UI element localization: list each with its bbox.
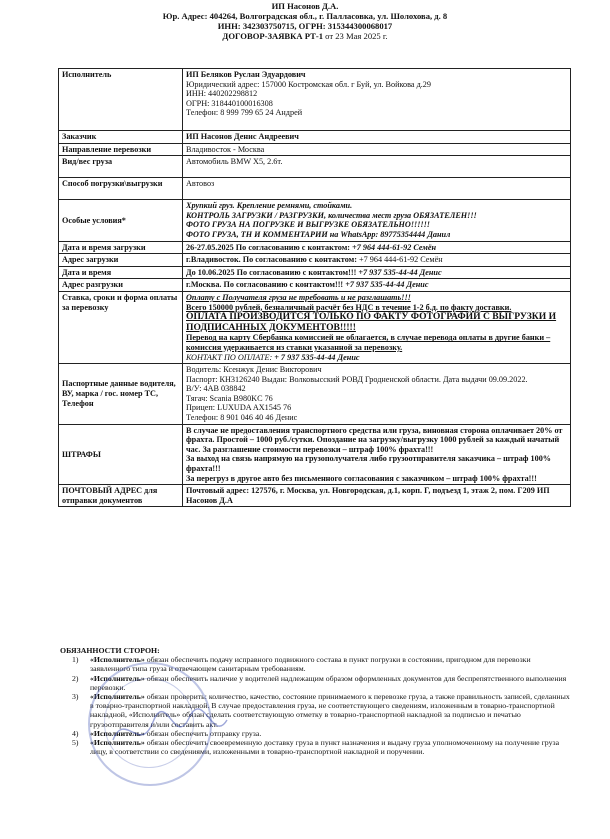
obligation-text: обязан обеспечить отправку груза. (144, 728, 262, 738)
doc-owner-title: ИП Насонов Д.А. (271, 1, 339, 11)
driver-tractor: Тягач: Scania B980KC 76 (186, 393, 273, 403)
fines-label: ШТРАФЫ (59, 424, 183, 485)
customer-value: ИП Насонов Денис Андреевич (183, 131, 571, 144)
customer-label: Заказчик (59, 131, 183, 144)
load-date-value (183, 241, 571, 254)
obligation-text: обязан проверить: количество, качество, состояние принимаемого к перевозке груза, а также правильность записей, сделанных в товарно-транспортной накладной. В случае предоставления груза, не соответствующего сведениям, изложенным в товарно-транспортной накладной, «Исполнитель» обязан сделать соответствующую отметку в товарно-транспортной накладной за подписью и печатью грузоотправителя и/или составить акт. (90, 692, 570, 729)
obligation-number: 2) (72, 673, 79, 683)
conditions-line-4: ФОТО ГРУЗА, ТН И КОММЕНТАРИИ на WhatsApp: 89775354444 Данил (186, 229, 451, 239)
obligation-party: «Исполнитель» (90, 655, 145, 665)
row-method (59, 178, 571, 200)
direction-value: Владивосток - Москва (183, 143, 571, 156)
signature-scribble (105, 700, 235, 760)
row-executor (59, 69, 571, 131)
unload-address-phone: +7 937 535-44-44 Денис (345, 280, 429, 290)
payment-line-2: Всего 150000 рублей, безналичный расчёт без НДС в течение 1-2 б.д. по факту доставки. (186, 302, 512, 312)
row-direction (59, 143, 571, 156)
executor-label: Исполнитель (59, 69, 183, 131)
obligation-party: «Исполнитель» (90, 673, 145, 683)
payment-label: Ставка, сроки и форма оплаты за перевозку (59, 291, 183, 363)
obligation-party: «Исполнитель» (90, 738, 145, 748)
conditions-line-3: ФОТО ГРУЗА НА ПОГРУЗКЕ И ВЫГРУЗКЕ ОБЯЗАТЕЛЬНО!!!!!! (186, 220, 430, 230)
driver-passport: Паспорт: КН3126240 Выдан: Волковысский РОВД Гродненской области. Дата выдачи 09.09.2022. (186, 374, 528, 384)
row-postal (59, 485, 571, 507)
method-label: Способ погрузки\выгрузки (59, 178, 183, 200)
doc-ids: ИНН: 342303750715, ОГРН: 315344300068017 (217, 21, 393, 31)
contract-table (58, 68, 571, 507)
conditions-value (183, 200, 571, 241)
payment-line-5 (186, 353, 567, 363)
driver-value (183, 364, 571, 425)
fines-value (183, 424, 571, 485)
doc-contract-line (40, 31, 570, 41)
contract-date: от 23 Мая 2025 г. (323, 31, 388, 41)
direction-label: Направление перевозки (59, 143, 183, 156)
driver-trailer: Прицеп: LUXUDA AX1545 76 (186, 403, 292, 413)
row-conditions (59, 200, 571, 241)
driver-license: В/У: 4АВ 038842 (186, 384, 246, 394)
payment-value (183, 291, 571, 363)
row-cargo (59, 156, 571, 178)
obligation-number: 5) (72, 738, 79, 748)
fines-line-3: За перегруз в другое авто без письменного согласования с заказчиком – штраф 100% фрахта!!! (186, 473, 537, 483)
load-address-value (183, 254, 571, 267)
obligation-number: 1) (72, 655, 79, 665)
row-unload-address (59, 279, 571, 292)
payment-contact-phone: + 7 937 535-44-44 Денис (274, 352, 360, 362)
load-date-label: Дата и время загрузки (59, 241, 183, 254)
executor-address: Юридический адрес: 157000 Костромская обл. г Буй, ул. Войкова д.29 (186, 79, 431, 89)
conditions-label: Особые условия* (59, 200, 183, 241)
executor-phone: Телефон: 8 999 799 65 24 Андрей (186, 108, 303, 118)
row-load-address (59, 254, 571, 267)
unload-date-label: Дата и время (59, 266, 183, 279)
unload-date-text: До 10.06.2025 По согласованию с контактом!!! (186, 267, 359, 277)
postal-value: Почтовый адрес: 127576, г. Москва, ул. Новгородская, д.1, корп. Г, подъезд 1, этаж 2, пом. Г209 ИП Насонов Д.А (183, 485, 571, 507)
fines-line-1: В случае не предоставления транспортного средства или груза, виновная сторона оплачивает 20% от фрахта. Простой – 1000 руб./сутки. Опоздание на загрузку/выгрузку 1000 рублей за каждый начатый час. За разглашение стоимости перевозки – штраф 100% фрахта!!! (186, 425, 563, 454)
obligations-title: ОБЯЗАННОСТИ СТОРОН: (60, 646, 160, 655)
load-address-label: Адрес загрузки (59, 254, 183, 267)
executor-ogrn: ОГРН: 318440100016308 (186, 98, 273, 108)
method-value: Автовоз (183, 178, 571, 200)
row-unload-date (59, 266, 571, 279)
row-customer (59, 131, 571, 144)
payment-contact-label: КОНТАКТ ПО ОПЛАТЕ: (186, 352, 275, 362)
obligation-text: обязан обеспечить наличие у водителей надлежащим образом оформленных документов для беспрепятственного выполнения перевозки. (90, 673, 567, 692)
cargo-label: Вид/вес груза (59, 156, 183, 178)
conditions-line-1: Хрупкий груз. Крепление ремнями, стойками. (186, 201, 353, 211)
payment-line-1: Оплату с Получателя груза не требовать и не разглашать!!! (186, 292, 411, 302)
payment-line-4: Перевод на карту Сбербанка комиссией не облагается, в случае перевода оплаты в другие банки – комиссия удерживается из ставки указанной за перевозку. (186, 333, 551, 352)
load-date-text: 26-27.05.2025 По согласованию с контактом: (186, 242, 353, 252)
document-header (40, 1, 570, 41)
executor-value (183, 69, 571, 131)
fines-line-2: За выход на связь напрямую на грузополучателя либо грузоотправителя заказчика – штраф 100% фрахта!!! (186, 454, 551, 474)
unload-date-value (183, 266, 571, 279)
unload-address-text: г.Москва. По согласованию с контактом!!! (186, 280, 346, 290)
load-address-text: г.Владивосток. По согласованию с контактом: (186, 255, 359, 265)
unload-date-phone: +7 937 535-44-44 Денис (358, 267, 442, 277)
row-fines (59, 424, 571, 485)
executor-inn: ИНН: 440202298812 (186, 89, 258, 99)
obligation-party: «Исполнитель» (90, 728, 145, 738)
payment-line-3: ОПЛАТА ПРОИЗВОДИТСЯ ТОЛЬКО ПО ФАКТУ ФОТОГРАФИЙ С ВЫГРУЗКИ И ПОДПИСАННЫХ ДОКУМЕНТОВ!!!!! (186, 311, 557, 333)
doc-legal-address: Юр. Адрес: 404264, Волгоградская обл., г. Палласовка, ул. Шолохова, д. 8 (162, 11, 448, 21)
obligation-number: 3) (72, 692, 79, 702)
load-address-phone: +7 964 444-61-92 Семён (359, 255, 443, 265)
obligation-party: «Исполнитель» (90, 692, 145, 702)
row-payment (59, 291, 571, 363)
driver-phone: Телефон: 8 901 046 40 46 Денис (186, 413, 298, 423)
cargo-value: Автомобиль BMW X5, 2.6т. (183, 156, 571, 178)
driver-label: Паспортные данные водителя, ВУ, марка / гос. номер ТС, Телефон (59, 364, 183, 425)
conditions-line-2: КОНТРОЛЬ ЗАГРУЗКИ / РАЗГРУЗКИ, количества мест груза ОБЯЗАТЕЛЕН!!! (186, 210, 477, 220)
load-date-phone: +7 964 444-61-92 Семён (352, 242, 437, 252)
postal-label: ПОЧТОВЫЙ АДРЕС для отправки документов (59, 485, 183, 507)
row-load-date (59, 241, 571, 254)
executor-name: ИП Беляков Руслан Эдуардович (186, 70, 306, 79)
unload-address-label: Адрес разгрузки (59, 279, 183, 292)
contract-number: ДОГОВОР-ЗАЯВКА РТ-1 (222, 31, 323, 41)
row-driver (59, 364, 571, 425)
obligation-number: 4) (72, 728, 79, 738)
driver-name: Водитель: Ксенжук Денис Викторович (186, 365, 322, 375)
obligation-text: обязан обеспечить подачу исправного подвижного состава в пункт погрузки в состоянии, пригодном для перевозки заявленного типа груза и отвечающем санитарным требованиям. (90, 655, 531, 674)
unload-address-value (183, 279, 571, 292)
obligation-text: обязан обеспечить своевременную доставку груза в пункт назначения и выдачу груза уполномоченному на получение груза лицу, в соответствии со сведениями, изложенными в товарно-транспортной накладной и поручении. (90, 738, 560, 757)
